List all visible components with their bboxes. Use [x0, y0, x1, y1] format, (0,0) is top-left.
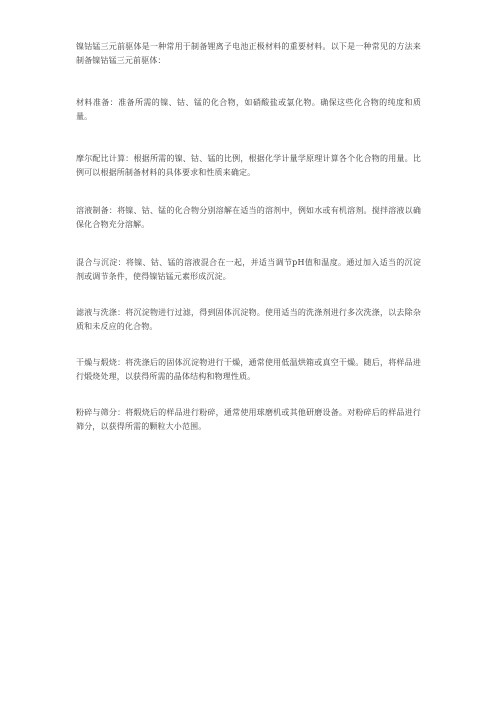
paragraph-material-preparation: 材料准备：准备所需的镍、钴、锰的化合物，如硝酸盐或氯化物。确保这些化合物的纯度和质量。 — [76, 98, 421, 121]
paragraph-molar-ratio: 摩尔配比计算：根据所需的镍、钴、锰的比例，根据化学计量学原理计算各个化合物的用量。比例可以根据所制备材料的具体要求和性质来确定。 — [76, 154, 421, 177]
paragraph-drying-calcination: 干燥与煅烧：将洗涤后的固体沉淀物进行干燥，通常使用低温烘箱或真空干燥。随后，将样品进行煅烧处理，以获得所需的晶体结构和物理性质。 — [76, 358, 421, 381]
paragraph-solution-preparation: 溶液制备：将镍、钴、锰的化合物分别溶解在适当的溶剂中，例如水或有机溶剂。搅拌溶液以确保化合物充分溶解。 — [76, 206, 421, 229]
paragraph-mixing-precipitation: 混合与沉淀：将镍、钴、锰的溶液混合在一起，并适当调节pH值和温度。通过加入适当的沉淀剂或调节条件，使得镍钴锰元素形成沉淀。 — [76, 258, 421, 281]
intro-paragraph: 镍钴锰三元前驱体是一种常用于制备锂离子电池正极材料的重要材料。以下是一种常见的方法来制备镍钴锰三元前驱体： — [76, 42, 421, 65]
paragraph-filtering-washing: 滤液与洗涤：将沉淀物进行过滤，得到固体沉淀物。使用适当的洗涤剂进行多次洗涤，以去除杂质和未反应的化合物。 — [76, 308, 421, 331]
paragraph-grinding-sieving: 粉碎与筛分：将煅烧后的样品进行粉碎，通常使用球磨机或其他研磨设备。对粉碎后的样品进行筛分，以获得所需的颗粒大小范围。 — [76, 408, 421, 431]
